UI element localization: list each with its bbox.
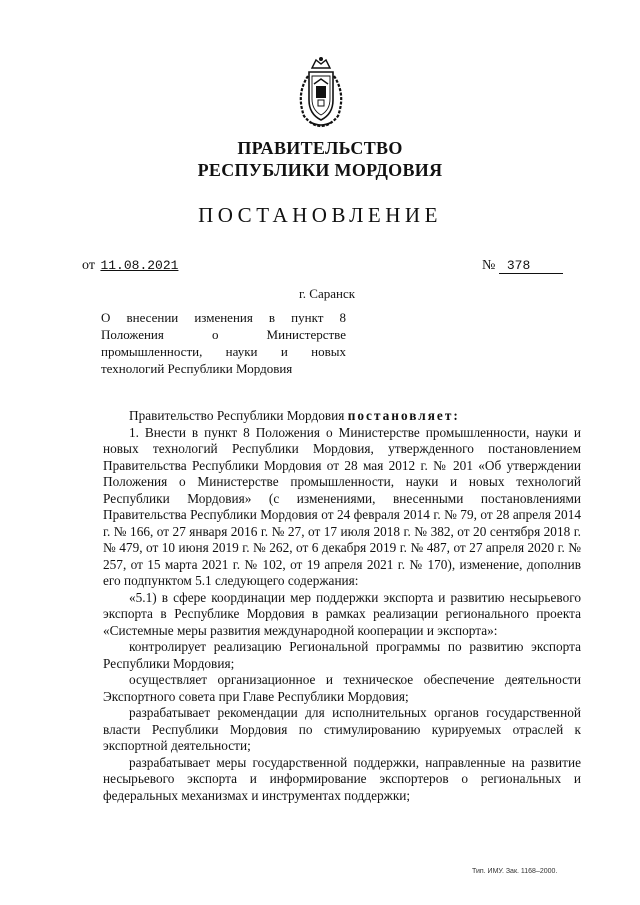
body-paragraph: контролирует реализацию Региональной программы по развитию экспорта Республики Мордовия; xyxy=(103,639,581,671)
body-paragraph: «5.1) в сфере координации мер поддержки экспорта и развитию несырьевого экспорта в Республике Мордовия в рамках реализации регионального проекта «Системные меры развития международной кооперации и экспорта»: xyxy=(103,589,581,638)
number-prefix: № xyxy=(482,258,496,273)
document-subject xyxy=(101,309,346,377)
intro-lead: Правительство Республики Мордовия xyxy=(129,408,348,423)
intro-paragraph xyxy=(103,408,581,425)
print-mark: Тип. ИМУ. Зак. 1168–2000. xyxy=(472,868,558,875)
body-paragraph: разрабатывает меры государственной поддержки, направленные на развитие несырьевого экспорта и информирование экспортеров о региональных и федеральных механизмах и инструментах поддержки; xyxy=(103,754,581,803)
document-number xyxy=(482,258,563,274)
subject-line: Положения о Министерстве xyxy=(101,327,346,342)
document-type-title: ПОСТАНОВЛЕНИЕ xyxy=(198,203,442,227)
subject-line: технологий Республики Мордовия xyxy=(101,361,293,376)
body-paragraph: разрабатывает рекомендации для исполнительных органов государственной власти Республики Мордовия по стимулированию курируемых отраслей к экспортной деятельности; xyxy=(103,705,581,753)
date-value: 11.08.2021 xyxy=(100,258,179,273)
city-name: г. Саранск xyxy=(298,286,356,301)
coat-of-arms-emblem xyxy=(290,54,352,130)
date-prefix: от xyxy=(82,258,95,273)
government-name-line2: РЕСПУБЛИКИ МОРДОВИЯ xyxy=(197,160,443,180)
document-body xyxy=(103,408,581,804)
subject-line: О внесении изменения в пункт 8 xyxy=(101,310,346,325)
body-paragraph: осуществляет организационное и техническое обеспечение деятельности Экспортного совета при Главе Республики Мордовия; xyxy=(103,672,581,704)
body-paragraph: 1. Внести в пункт 8 Положения о Министерстве промышленности, науки и новых технологий Республики Мордовия, утвержденного постановлением Правительства Республики Мордовия от 28 мая 2012 г. № 201 «Об утверждении Положения о Министерстве промышленности, науки и новых технологий Республики Мордовия» (с изменениями, внесенными постановлениями Правительства Республики Мордовия от 24 февраля 2014 г. № 79, от 28 апреля 2014 г. № 166, от 27 января 2016 г. № 27, от 17 июля 2018 г. № 382, от 20 сентября 2018 г. № 479, от 10 июня 2019 г. № 262, от 6 декабря 2019 г. № 487, от 27 апреля 2020 г. № 257, от 15 марта 2021 г. № 102, от 19 апреля 2021 г. № 170), изменение, дополнив его подпунктом 5.1 следующего содержания: xyxy=(103,424,581,588)
decree-word: постановляет: xyxy=(347,408,460,423)
subject-line: промышленности, науки и новых xyxy=(101,344,346,359)
document-date xyxy=(82,258,180,274)
government-name-line1: ПРАВИТЕЛЬСТВО xyxy=(237,138,403,158)
number-value: 378 xyxy=(499,259,563,274)
